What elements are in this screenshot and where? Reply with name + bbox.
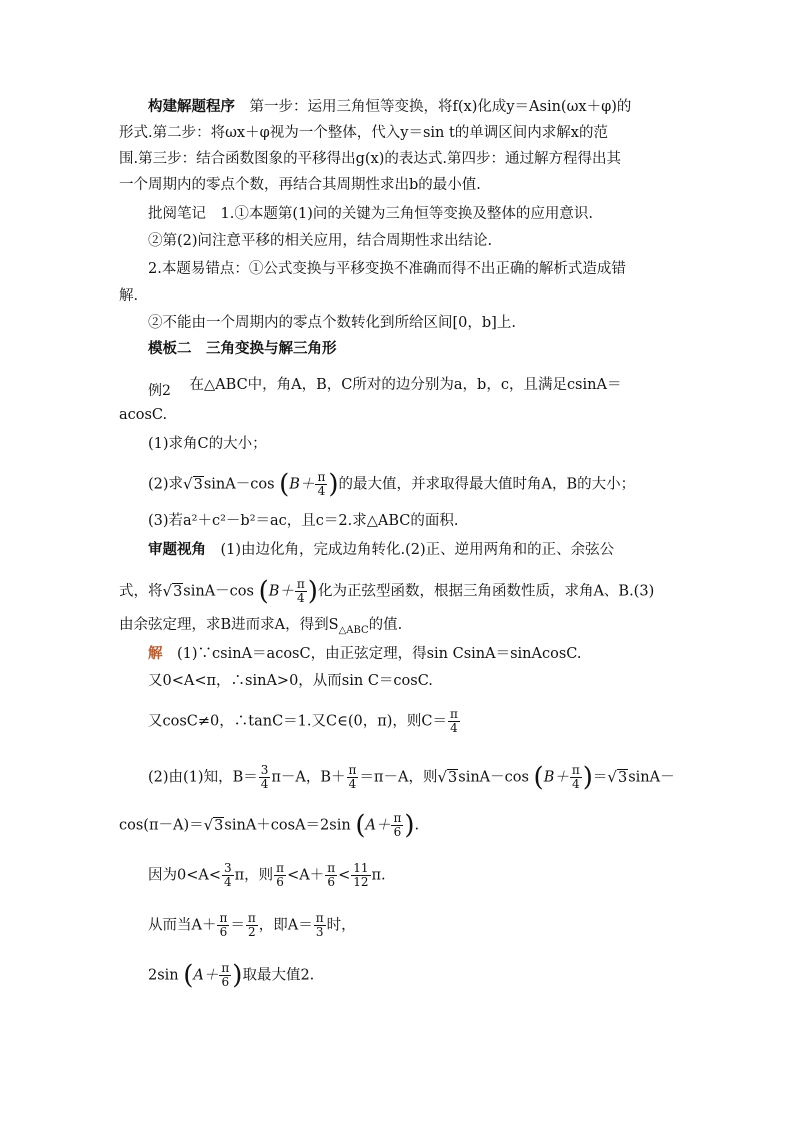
text-line: acosC.	[119, 407, 168, 423]
fraction	[217, 912, 229, 939]
text: sinA＋cosA＝2sin	[224, 817, 351, 834]
section-label: 构建解题程序	[148, 98, 235, 115]
fraction	[246, 912, 258, 939]
text: <	[338, 867, 351, 884]
numerator: π	[296, 577, 305, 591]
numerator: π	[327, 861, 336, 875]
text: sinA－cos	[183, 583, 254, 600]
numerator: 11	[353, 861, 369, 875]
paren: (	[279, 469, 290, 500]
formula-line	[148, 912, 356, 939]
paren: (	[258, 576, 269, 607]
denominator: 3	[315, 925, 324, 939]
denominator: 4	[317, 484, 326, 498]
sqrt	[607, 766, 628, 789]
paren: )	[328, 469, 339, 500]
text: .	[414, 817, 420, 834]
text: B＋	[543, 769, 569, 786]
denominator: 4	[297, 591, 305, 605]
text: 因为0<A<	[148, 867, 221, 884]
numerator: π	[315, 911, 324, 925]
fraction	[274, 862, 286, 889]
numerator: 3	[260, 763, 269, 777]
formula-line	[148, 764, 675, 791]
text: B＋	[289, 476, 315, 493]
text: 由余弦定理，求B进而求A，得到S	[119, 617, 339, 633]
paren: (	[533, 762, 544, 793]
text-line: 一个周期内的零点个数，再结合其周期性求出b的最小值.	[119, 177, 481, 193]
text-line: (1)求角C的大小；	[148, 436, 267, 452]
denominator: 4	[571, 777, 580, 791]
radical-sign: √	[607, 767, 617, 786]
fraction	[295, 578, 307, 605]
fraction	[391, 812, 403, 839]
formula-line	[119, 578, 654, 605]
text: 时，	[326, 917, 356, 934]
text: π－A，B＋	[271, 769, 346, 786]
text: 2sin	[148, 967, 179, 984]
text: π.	[371, 867, 386, 884]
text: 式，将	[119, 583, 163, 600]
sqrt	[183, 473, 204, 496]
numerator: π	[450, 707, 458, 721]
fraction	[259, 764, 271, 791]
radical-sign: √	[183, 474, 193, 493]
paren: (	[355, 810, 366, 841]
denominator: 6	[221, 975, 230, 989]
text-line	[148, 96, 631, 118]
sqrt	[163, 580, 184, 603]
text: A＋	[193, 967, 219, 984]
text: 从而当A＋	[148, 917, 217, 934]
paren: )	[307, 576, 318, 607]
formula-line	[148, 708, 461, 735]
radicand: 3	[214, 817, 224, 834]
denominator: 4	[450, 721, 458, 735]
paren: )	[582, 762, 593, 793]
text-line: 形式.第二步：将ωx＋φ视为一个整体，代入y＝sin t的单调区间内求解x的范	[119, 125, 608, 141]
text: sinA－cos	[203, 476, 275, 493]
numerator: π	[247, 911, 256, 925]
fraction	[570, 764, 582, 791]
denominator: 6	[327, 875, 335, 889]
text: <A＋	[287, 867, 325, 884]
fraction	[351, 862, 370, 889]
radicand: 3	[448, 769, 458, 786]
text-line	[148, 539, 614, 561]
text-line	[119, 614, 402, 642]
text: 在△ABC中，角A，B，C所对的边分别为a，b，c，且满足csinA＝	[189, 377, 622, 393]
numerator: π	[221, 961, 230, 975]
sqrt	[437, 766, 458, 789]
text: 第一步：运用三角恒等变换，将f(x)化成y＝Asin(ωx＋φ)的	[249, 99, 632, 115]
text: 取最大值2.	[242, 967, 315, 984]
denominator: 6	[393, 825, 402, 839]
paren: )	[232, 960, 243, 991]
radical-sign: √	[437, 767, 448, 786]
fraction	[314, 912, 326, 939]
text-line: 2.本题易错点：①公式变换与平移变换不准确而得不出正确的解析式造成错	[148, 261, 626, 277]
numerator: π	[571, 763, 580, 777]
text-line	[148, 374, 622, 399]
text: (1)由边化角，完成边角转化.(2)正、逆用两角和的正、余弦公	[220, 542, 615, 558]
subscript: △ABC	[338, 624, 369, 636]
text-line: 又0<A<π，∴sinA>0，从而sin C＝cosC.	[148, 673, 433, 689]
text-line: ②第(2)问注意平移的相关应用，结合周期性求出结论.	[148, 233, 493, 249]
text: π，则	[234, 867, 274, 884]
radicand: 3	[193, 476, 203, 493]
text: ＝	[230, 917, 245, 934]
example-label: 例2	[148, 383, 171, 399]
formula-line	[148, 962, 314, 989]
text: cos(π－A)＝	[119, 817, 204, 834]
formula-line	[148, 862, 386, 889]
text-line: (3)若a²＋c²－b²＝ac，且c＝2.求△ABC的面积.	[148, 513, 459, 529]
denominator: 6	[276, 875, 284, 889]
radicand: 3	[173, 583, 183, 600]
section-label: 审题视角	[148, 541, 206, 558]
sqrt	[204, 814, 225, 837]
radical-sign: √	[162, 581, 173, 600]
text: B＋	[268, 583, 294, 600]
fraction	[315, 471, 327, 498]
radical-sign: √	[203, 815, 214, 834]
template-title: 模板二 三角变换与解三角形	[148, 340, 337, 357]
fraction	[347, 764, 359, 791]
text: ＝	[592, 769, 608, 786]
fraction	[219, 962, 231, 989]
text: 1.①本题第(1)问的关键为三角恒等变换及整体的应用意识.	[220, 206, 593, 222]
text: 的最大值，并求取得最大值时角A，B的大小；	[338, 476, 636, 493]
text: (2)由(1)知，B＝	[148, 769, 258, 786]
numerator: π	[317, 470, 326, 484]
text: ＝π－A，则	[359, 769, 438, 786]
text: (1)∵csinA＝acosC，由正弦定理，得sin CsinA＝sinAcosC.	[177, 646, 582, 662]
numerator: π	[393, 811, 402, 825]
text: 又cosC≠0，∴tanC＝1.又C∈(0，π)，则C＝	[148, 713, 447, 730]
fraction	[448, 708, 460, 735]
text: (2)求	[148, 476, 184, 493]
text-line: 解.	[119, 288, 139, 304]
formula-line	[148, 471, 635, 498]
denominator: 2	[248, 925, 256, 939]
solution-label: 解	[148, 645, 163, 662]
numerator: 3	[224, 861, 232, 875]
denominator: 12	[353, 875, 369, 889]
fraction	[325, 862, 337, 889]
text-line: 围.第三步：结合函数图象的平移得出g(x)的表达式.第四步：通过解方程得出其	[119, 151, 621, 167]
paren: (	[183, 960, 194, 991]
text: 化为正弦型函数，根据三角函数性质，求角A、B.(3)	[317, 583, 655, 600]
denominator: 6	[219, 925, 228, 939]
denominator: 4	[224, 875, 232, 889]
text: sinA－cos	[458, 769, 529, 786]
fraction	[222, 862, 234, 889]
paren: )	[404, 810, 415, 841]
numerator: π	[348, 763, 357, 777]
text-line	[148, 643, 581, 665]
text: sinA－	[628, 769, 675, 786]
formula-line	[119, 812, 419, 839]
numerator: π	[219, 911, 228, 925]
radicand: 3	[617, 769, 628, 786]
numerator: π	[276, 861, 285, 875]
text-line: ②不能由一个周期内的零点个数转化到所给区间[0，b]上.	[148, 315, 516, 331]
denominator: 4	[348, 777, 357, 791]
section-label: 批阅笔记	[148, 206, 206, 222]
text: 的值.	[368, 617, 403, 633]
denominator: 4	[260, 777, 269, 791]
text: A＋	[365, 817, 391, 834]
text-line	[148, 203, 593, 225]
text: ，即A＝	[258, 917, 313, 934]
